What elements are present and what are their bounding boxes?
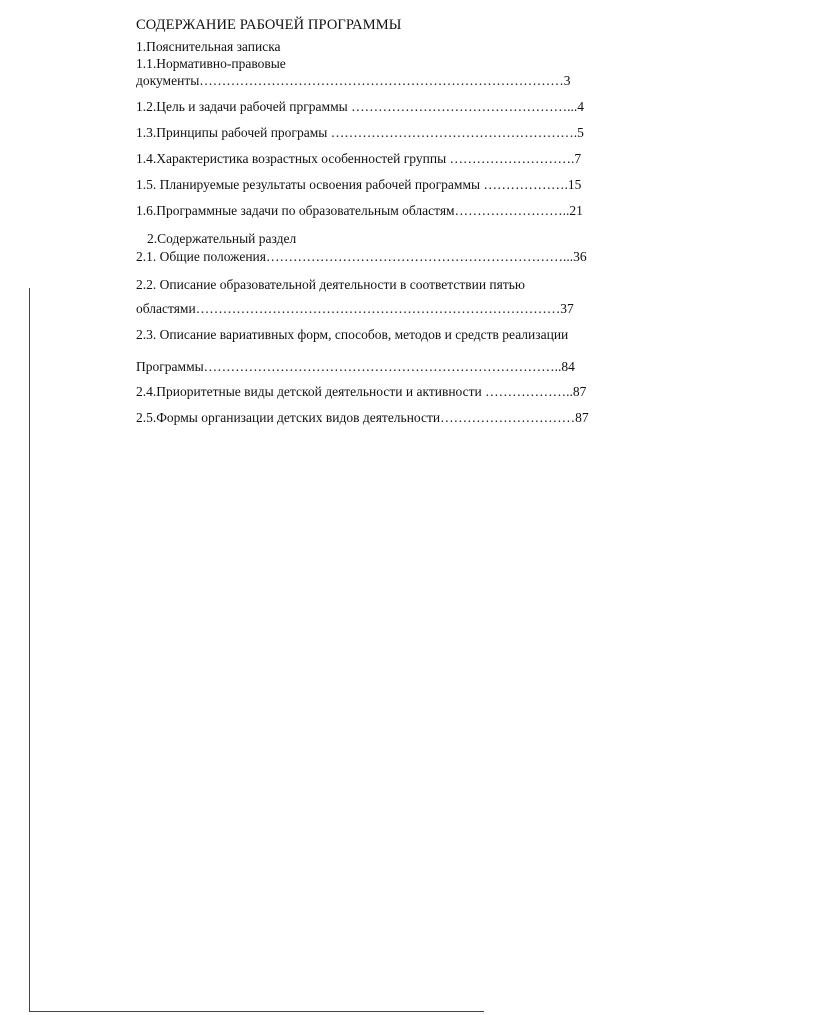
toc-entry-1-1: 1.1.Нормативно-правовые [136, 56, 286, 71]
toc-entry-2-2: 2.2. Описание образовательной деятельности в соответствии пятью [136, 277, 525, 292]
page-border-bottom [29, 1011, 484, 1012]
toc-entry-2-1: 2.1. Общие положения…………………………………………………………...36 [136, 249, 587, 264]
toc-entry-1-4: 1.4.Характеристика возрастных особенностей группы ……………………….7 [136, 151, 582, 166]
toc-entry-2-4: 2.4.Приоритетные виды детской деятельности и активности ………………..87 [136, 384, 587, 399]
toc-entry-1-5: 1.5. Планируемые результаты освоения рабочей программы ……………….15 [136, 177, 582, 192]
toc-entry-2-3-continued: Программы……………………………………………………………………..84 [136, 359, 575, 374]
toc-entry-1-6: 1.6.Программные задачи по образовательным областям……………………..21 [136, 203, 583, 218]
toc-entry-2-5: 2.5.Формы организации детских видов деятельности…………………………87 [136, 410, 589, 425]
toc-entry-1-1-continued: документы………………………………………………………………………3 [136, 73, 571, 88]
toc-title: СОДЕРЖАНИЕ РАБОЧЕЙ ПРОГРАММЫ [136, 17, 402, 33]
page-border-left [29, 288, 30, 1012]
toc-section-2: 2.Содержательный раздел [147, 231, 297, 246]
toc-entry-2-3: 2.3. Описание вариативных форм, способов, методов и средств реализации [136, 327, 569, 342]
toc-entry-2-2-continued: областями………………………………………………………………………37 [136, 301, 574, 316]
toc-entry-1-2: 1.2.Цель и задачи рабочей прграммы …………………………………………...4 [136, 99, 584, 114]
toc-entry-1: 1.Пояснительная записка [136, 39, 281, 54]
toc-entry-1-3: 1.3.Принципы рабочей програмы ……………………………………………….5 [136, 125, 584, 140]
